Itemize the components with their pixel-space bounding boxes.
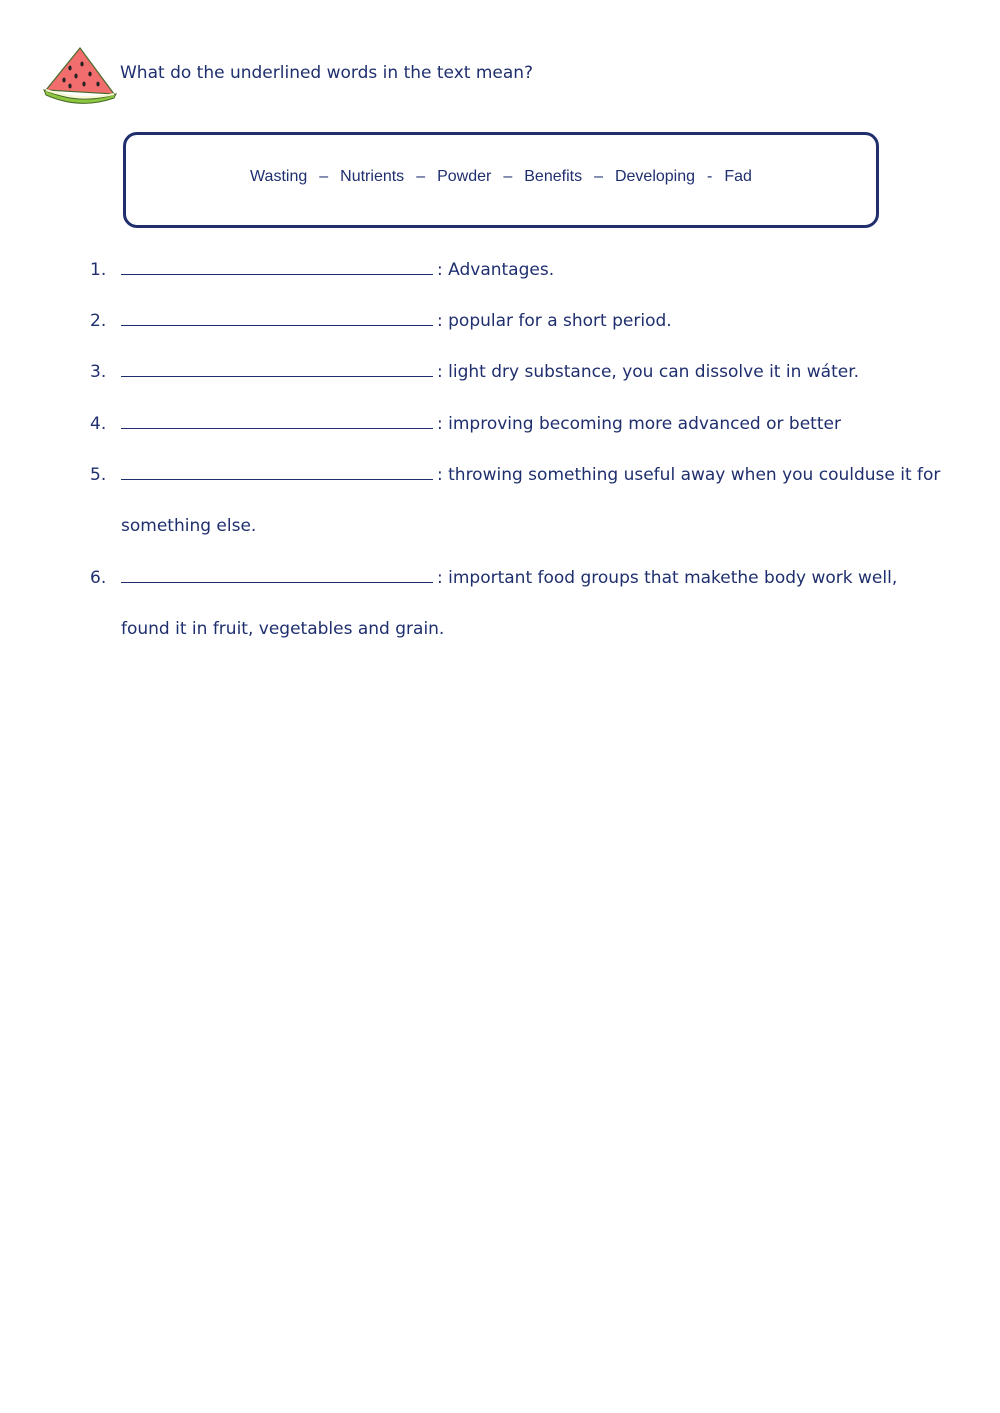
answer-blank[interactable] (121, 463, 433, 480)
item-definition: : improving becoming more advanced or better (437, 414, 841, 434)
answer-blank[interactable] (121, 566, 433, 583)
word-bank-separator: – (416, 168, 426, 185)
item-definition-continuation: found it in fruit, vegetables and grain. (121, 619, 445, 639)
item-number: 6. (90, 568, 107, 588)
word-bank-list (126, 167, 876, 187)
word-bank-word: Wasting (250, 168, 308, 185)
exercise-item (90, 360, 859, 383)
answer-blank[interactable] (121, 360, 433, 377)
item-definition: : light dry substance, you can dissolve it in wáter. (437, 362, 860, 382)
exercise-item (90, 309, 672, 332)
exercise-item (90, 463, 940, 486)
item-number: 4. (90, 414, 107, 434)
item-number: 2. (90, 311, 107, 331)
word-bank-box (123, 132, 879, 228)
word-bank-word: Powder (437, 168, 492, 185)
item-definition-continuation: something else. (121, 516, 257, 536)
item-definition: : Advantages. (437, 260, 555, 280)
item-definition: : throwing something useful away when you coulduse it for (437, 465, 941, 485)
answer-blank[interactable] (121, 309, 433, 326)
word-bank-separator: – (319, 168, 329, 185)
word-bank-word: Nutrients (340, 168, 405, 185)
answer-blank[interactable] (121, 258, 433, 275)
item-number: 3. (90, 362, 107, 382)
word-bank-word: Fad (724, 168, 752, 185)
item-number: 1. (90, 260, 107, 280)
word-bank-separator: – (503, 168, 513, 185)
exercise-item (90, 566, 897, 589)
item-definition: : important food groups that makethe body work well, (437, 568, 898, 588)
item-number: 5. (90, 465, 107, 485)
word-bank-separator: – (594, 168, 603, 185)
word-bank-separator: - (707, 168, 713, 185)
question-title: What do the underlined words in the text mean? (120, 63, 534, 83)
item-definition: : popular for a short period. (437, 311, 672, 331)
watermelon-icon (40, 44, 120, 106)
answer-blank[interactable] (121, 412, 433, 429)
exercise-item (90, 412, 841, 435)
word-bank-word: Developing (614, 168, 696, 185)
exercise-item (90, 258, 554, 281)
word-bank-word: Benefits (524, 168, 583, 185)
